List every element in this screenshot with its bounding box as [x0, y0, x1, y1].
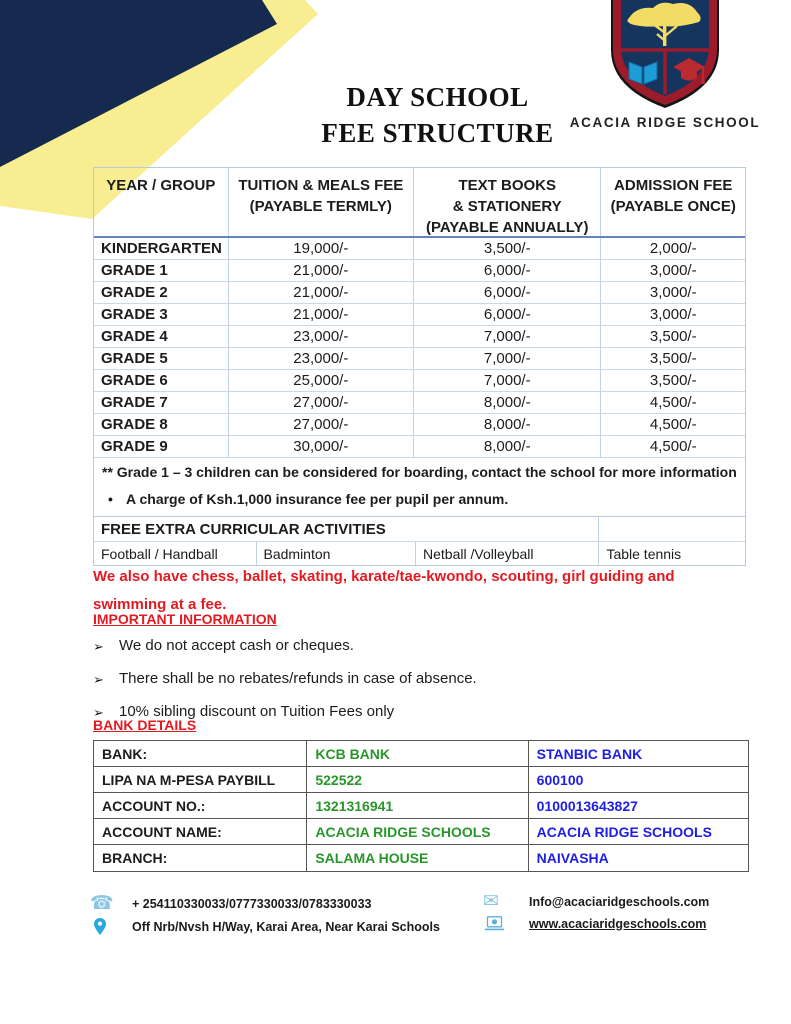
table-row: GRADE 3 21,000/- 6,000/- 3,000/-	[94, 304, 745, 326]
phone-row	[90, 894, 440, 913]
school-logo	[565, 0, 765, 130]
fee-table-notes	[94, 458, 745, 516]
table-row: GRADE 8 27,000/- 8,000/- 4,500/-	[94, 414, 745, 436]
bank-details-heading: BANK DETAILS	[93, 717, 197, 733]
table-row: GRADE 9 30,000/- 8,000/- 4,500/-	[94, 436, 745, 458]
table-row: BANK: KCB BANK STANBIC BANK	[94, 741, 748, 767]
table-row: KINDERGARTEN 19,000/- 3,500/- 2,000/-	[94, 238, 745, 260]
phone-numbers: + 254110330033/0777330033/0783330033	[132, 896, 372, 911]
email-row	[483, 892, 709, 911]
table-row: GRADE 5 23,000/- 7,000/- 3,500/-	[94, 348, 745, 370]
address-text: Off Nrb/Nvsh H/Way, Karai Area, Near Karai Schools	[132, 919, 440, 934]
email-envelope-icon: ✉	[483, 891, 499, 912]
arrow-bullet-icon: ➢	[93, 639, 104, 654]
fee-table-header	[94, 168, 745, 238]
list-item: ➢ There shall be no rebates/refunds in case of absence.	[93, 670, 477, 687]
activity-cell: Table tennis	[606, 545, 682, 562]
table-row: GRADE 4 23,000/- 7,000/- 3,500/-	[94, 326, 745, 348]
header-textbooks: TEXT BOOKS & STATIONERY (PAYABLE ANNUALLY)	[414, 168, 601, 236]
boarding-note: ** Grade 1 – 3 children can be considered for boarding, contact the school for more information	[102, 464, 737, 480]
list-item: ➢ 10% sibling discount on Tuition Fees only	[93, 703, 395, 720]
website-url[interactable]: www.acaciaridgeschools.com	[529, 916, 707, 931]
table-row: GRADE 6 25,000/- 7,000/- 3,500/-	[94, 370, 745, 392]
activity-cell: Football / Handball	[94, 542, 257, 565]
header-tuition: TUITION & MEALS FEE (PAYABLE TERMLY)	[229, 168, 414, 236]
list-item: ➢ We do not accept cash or cheques.	[93, 637, 354, 654]
table-row: LIPA NA M-PESA PAYBILL 522522 600100	[94, 767, 748, 793]
footer-contact-right	[483, 892, 709, 936]
header-admission: ADMISSION FEE (PAYABLE ONCE)	[610, 177, 736, 215]
bullet-marker: •	[108, 491, 113, 507]
website-row	[483, 916, 709, 931]
important-information-heading: IMPORTANT INFORMATION	[93, 611, 277, 627]
table-row: GRADE 2 21,000/- 6,000/- 3,000/-	[94, 282, 745, 304]
laptop-icon	[484, 916, 505, 931]
paid-activities-note: We also have chess, ballet, skating, karate/tae-kwondo, scouting, girl guiding and swimming at a fee.	[93, 568, 675, 613]
table-row: ACCOUNT NAME: ACACIA RIDGE SCHOOLS ACACIA RIDGE SCHOOLS	[94, 819, 748, 845]
arrow-bullet-icon: ➢	[93, 705, 104, 720]
header-year-group: YEAR / GROUP	[94, 168, 229, 236]
email-address[interactable]: Info@acaciaridgeschools.com	[529, 894, 710, 909]
footer-contact-left	[90, 894, 440, 940]
phone-icon: ☎	[90, 893, 114, 914]
activity-cell: Netball /Volleyball	[416, 542, 599, 565]
address-row	[90, 918, 440, 935]
title-line-2: FEE STRUCTURE	[321, 118, 554, 148]
extra-curricular-header-row	[94, 516, 745, 541]
map-pin-icon	[94, 918, 106, 935]
table-row: GRADE 1 21,000/- 6,000/- 3,000/-	[94, 260, 745, 282]
title-line-1: DAY SCHOOL	[346, 82, 529, 112]
insurance-note: • A charge of Ksh.1,000 insurance fee per pupil per annum.	[102, 491, 737, 508]
activities-row	[94, 541, 745, 565]
table-row: GRADE 7 27,000/- 8,000/- 4,500/-	[94, 392, 745, 414]
shield-crest-icon	[607, 0, 723, 110]
table-row: ACCOUNT NO.: 1321316941 0100013643827	[94, 793, 748, 819]
arrow-bullet-icon: ➢	[93, 672, 104, 687]
extra-curricular-heading: FREE EXTRA CURRICULAR ACTIVITIES	[94, 517, 599, 541]
activity-cell: Badminton	[257, 542, 417, 565]
table-row: BRANCH: SALAMA HOUSE NAIVASHA	[94, 845, 748, 871]
fee-table	[93, 167, 746, 566]
school-name: ACACIA RIDGE SCHOOL	[569, 115, 761, 130]
extra-curricular-empty-cell	[599, 517, 745, 541]
bank-details-table	[93, 740, 749, 872]
